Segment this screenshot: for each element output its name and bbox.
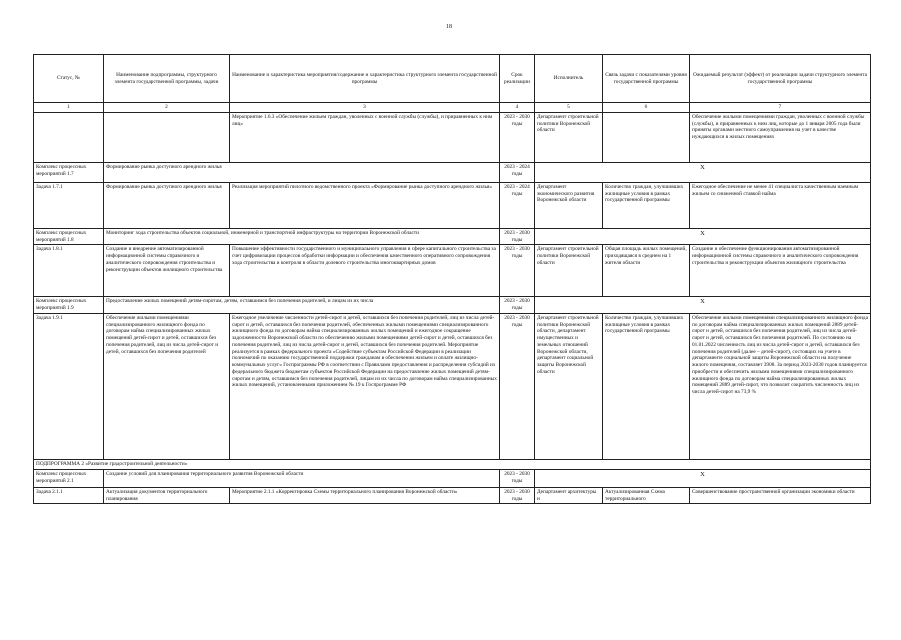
row-name: Обеспечение жилыми помещениями специализированного жилищного фонда по договорам найма специализированных жилых помещений детей-сирот и детей, оставшихся без попечения родителей, лиц из числа детей-сирот и детей, оставшихся без попечения родителей <box>104 313 230 459</box>
row-description: Реализация мероприятий пилотного ведомственного проекта «Формирование рынка доступного арендного жилья» <box>230 182 500 228</box>
row-x-mark: X <box>535 297 871 314</box>
column-numbers-row <box>34 103 871 113</box>
row-description: Ежегодное увеличение численности детей-сирот и детей, оставшихся без попечения родителей, лиц из числа детей-сирот и детей, оставшихся без попечения родителей, обеспеченных жилыми помещениями специализированного жилищного фонда по договорам найма специализированных жилых помещений и ежегодное сокращение задолженности Воронежской области по обеспечению жилыми помещениями детей-сирот и детей, оставшихся без попечения родителей, лиц из числа детей-сирот и детей, оставшихся без попечения родителей. Мероприятие реализуется в рамках федерального проекта «Содействие субъектам Российской Федерации в реализации полномочий по оказанию государственной поддержки гражданам в обеспечении жильем и оплате жилищно-коммунальных услуг» Госпрограммы РФ в соответствии с Правилами предоставления и распределения субсидий из федерального бюджета бюджетам субъектов Российской Федерации на предоставление жилых помещений детям-сиротам и детям, оставшимся без попечения родителей, лицам из их числа по договорам найма специализированных жилых помещений, установленными приложением № 19 к Госпрограмме РФ <box>230 313 500 459</box>
row-term: 2023 - 2030 годы <box>500 228 535 245</box>
header-term: Срок реализации <box>500 55 535 103</box>
row-description: Мероприятие 2.1.1 «Корректировка Схемы территориального планирования Воронежской области» <box>230 487 500 504</box>
col-number: 1 <box>34 103 104 113</box>
row-term: 2023 - 2024 годы <box>500 182 535 228</box>
row-term: 2023 - 2030 годы <box>500 297 535 314</box>
table-row <box>34 112 871 162</box>
row-result: Совершенствование пространственной организации экономики области <box>690 487 871 504</box>
subprogram-heading: ПОДПРОГРАММА 2 «Развитие градостроительной деятельности» <box>34 459 871 469</box>
row-status: Задача 1.8.1 <box>34 245 104 297</box>
row-executor: Департамент экономического развития Воронежской области <box>535 182 603 228</box>
row-term: 2023 - 2030 годы <box>500 112 535 162</box>
table-row <box>34 469 871 487</box>
row-term: 2023 - 2024 годы <box>500 162 535 182</box>
row-status: Задача 1.9.1 <box>34 313 104 459</box>
col-number: 5 <box>535 103 603 113</box>
col-number: 2 <box>104 103 230 113</box>
row-status: Задача 2.1.1 <box>34 487 104 504</box>
table-row <box>34 182 871 228</box>
program-table <box>33 54 871 504</box>
row-name: Актуализация документов территориального планирования <box>104 487 230 504</box>
row-executor: Департамент строительной политики Воронежской области <box>535 112 603 162</box>
row-name: Мониторинг хода строительства объектов социальной, инженерной и транспортной инфраструктуры на территории Воронежской области <box>104 228 500 245</box>
row-executor: Департамент строительной политики Воронежской области <box>535 245 603 297</box>
row-indicator-link: Общая площадь жилых помещений, приходящаяся в среднем на 1 жителя области <box>603 245 690 297</box>
row-x-mark: X <box>535 469 871 487</box>
row-executor: Департамент архитектуры и <box>535 487 603 504</box>
header-name: Наименование подпрограммы, структурного элемента государственной программы, задачи <box>104 55 230 103</box>
section-row <box>34 459 871 469</box>
row-result: Обеспечение жилыми помещениями граждан, уволенных с военной службы (службы), и приравненных к ним лиц, которые до 1 января 2005 года были приняты органами местного самоуправления на учет в качестве нуждающихся в жилых помещениях <box>690 112 871 162</box>
row-result: Обеспечение жилыми помещениями специализированного жилищного фонда по договорам найма специализированных жилых помещений 2889 детей-сирот и детей, оставшихся без попечения родителей, лиц из числа детей-сирот и детей, оставшихся без попечения родителей. По состоянию на 01.01.2022 численность лиц из числа детей-сирот и детей, оставшихся без попечения родителей (далее – детей-сирот), состоящих на учете в департаменте социальной защиты Воронежской области на получение жилого помещения, составляет 3908. За период 2023-2030 годов планируется приобрести и обеспечить жилыми помещениями специализированного жилищного фонда по договорам найма специализированных жилых помещений 2889 детей-сирот, что позволит сократить численность лиц из числа детей-сирот на 73,9 % <box>690 313 871 459</box>
header-executor: Исполнитель <box>535 55 603 103</box>
row-x-mark: X <box>535 162 871 182</box>
table-row <box>34 162 871 182</box>
page-number: 18 <box>446 24 452 30</box>
row-name: Создание условий для планирования территориального развития Воронежской области <box>104 469 500 487</box>
col-number: 4 <box>500 103 535 113</box>
header-description: Наименование и характеристика мероприятия/содержание и характеристика структурного элемента государственной программы <box>230 55 500 103</box>
header-status: Статус, № <box>34 55 104 103</box>
row-name: Предоставление жилых помещений детям-сиротам, детям, оставшимся без попечения родителей, и лицам из их числа <box>104 297 500 314</box>
header-row <box>34 55 871 103</box>
row-result: Создание и обеспечение функционирования автоматизированной информационной системы справочного и аналитического сопровождения строительства и реконструкции объектов жилищного строительства <box>690 245 871 297</box>
row-indicator-link: Количество граждан, улучшивших жилищные условия в рамках государственной программы <box>603 182 690 228</box>
row-status: Комплекс процессных мероприятий 1.9 <box>34 297 104 314</box>
col-number: 7 <box>690 103 871 113</box>
row-name: Формирование рынка доступного арендного жилья <box>104 162 500 182</box>
row-status: Комплекс процессных мероприятий 2.1 <box>34 469 104 487</box>
row-term: 2023 - 2030 годы <box>500 313 535 459</box>
table-row <box>34 228 871 245</box>
row-indicator-link: Количество граждан, улучшивших жилищные условия в рамках государственной программы <box>603 313 690 459</box>
table-row <box>34 297 871 314</box>
row-status: Комплекс процессных мероприятий 1.7 <box>34 162 104 182</box>
col-number: 3 <box>230 103 500 113</box>
row-status: Комплекс процессных мероприятий 1.8 <box>34 228 104 245</box>
header-indicator-link: Связь задачи с показателями уровня государственной программы <box>603 55 690 103</box>
row-x-mark: X <box>535 228 871 245</box>
row-indicator-link: Актуализированная Схема территориального <box>603 487 690 504</box>
row-status: Задача 1.7.1 <box>34 182 104 228</box>
col-number: 6 <box>603 103 690 113</box>
row-description: Повышение эффективности государственного и муниципального управления в сфере капитального строительства за счет цифровизации процессов обработки информации и обеспечения качественного оперативного сопровождения хода строительства и контроля в области долевого строительства многоквартирных домов <box>230 245 500 297</box>
table-row <box>34 313 871 459</box>
row-name: Создание и внедрение автоматизированной информационной системы справочного и аналитического сопровождения строительства и реконструкции объектов жилищного строительства <box>104 245 230 297</box>
header-result: Ожидаемый результат (эффект) от реализации задачи структурного элемента государственной программы <box>690 55 871 103</box>
row-term: 2023 - 2030 годы <box>500 487 535 504</box>
row-name: Формирование рынка доступного арендного жилья <box>104 182 230 228</box>
table-row <box>34 487 871 504</box>
row-term: 2023 - 2030 годы <box>500 469 535 487</box>
row-term: 2023 - 2030 годы <box>500 245 535 297</box>
row-description: Мероприятие 1.6.3 «Обеспечение жильем граждан, уволенных с военной службы (службы), и приравненных к ним лиц» <box>230 112 500 162</box>
table-row <box>34 245 871 297</box>
row-result: Ежегодное обеспечение не менее 41 специалиста качественным наемным жильем со сниженной ставкой найма <box>690 182 871 228</box>
row-executor: Департамент строительной политики Воронежской области, департамент имущественных и земельных отношений Воронежской области, департамент социальной защиты Воронежской области <box>535 313 603 459</box>
